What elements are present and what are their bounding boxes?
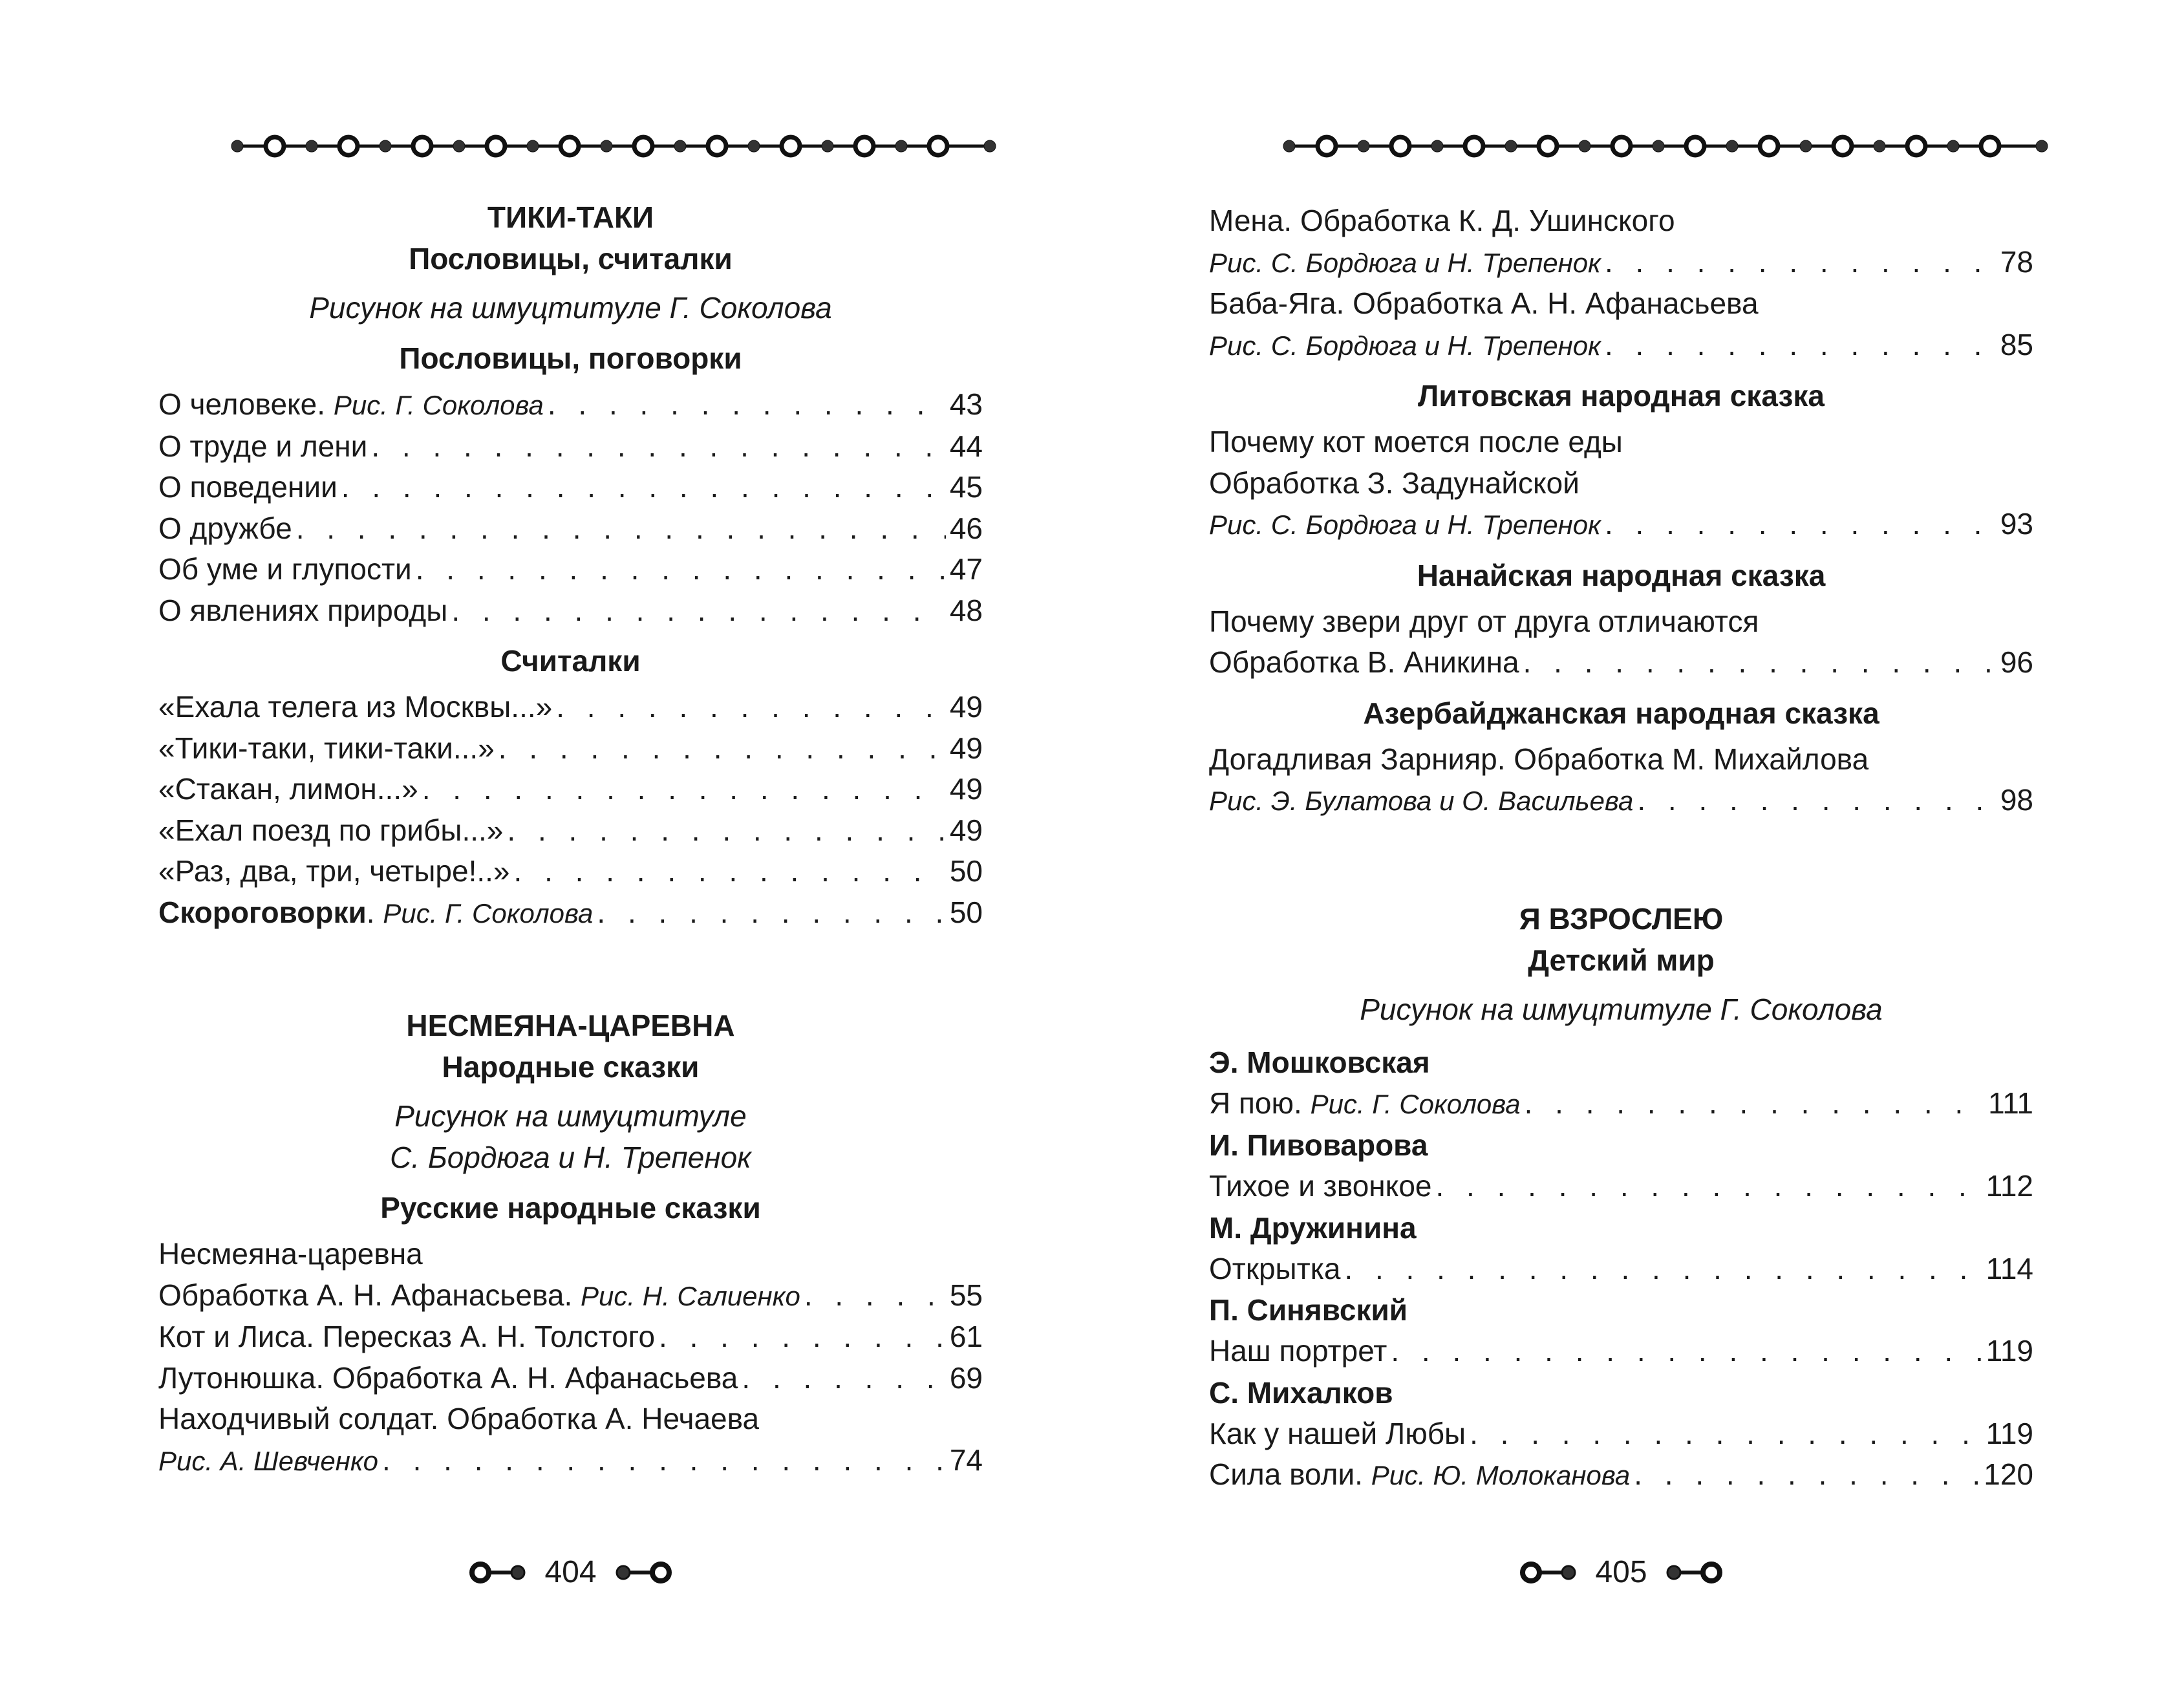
illustrator-credit: Рис. Г. Соколова	[1310, 1088, 1521, 1119]
chain-ornament-top-left	[230, 134, 999, 158]
toc-entry[interactable]	[1209, 325, 2033, 367]
page-ref: 50	[949, 895, 983, 929]
section-title: ТИКИ-ТАКИ	[487, 200, 654, 234]
page-ref: 49	[949, 731, 983, 765]
page-ref: 120	[1984, 1457, 2033, 1491]
page-ref: 49	[949, 772, 983, 806]
chain-ornament-top-right	[1281, 134, 2051, 158]
author-name: П. Синявский	[1209, 1293, 1408, 1327]
page-ref: 44	[949, 429, 983, 463]
page-ref: 85	[2000, 327, 2033, 361]
toc-entry[interactable]	[158, 1440, 983, 1482]
toc-entry[interactable]: «Стакан, лимон...» . . . 49	[158, 769, 983, 810]
page-ref: 47	[949, 552, 983, 586]
toc-entry[interactable]: «Раз, два, три, четыре!..» . . . 50	[158, 851, 983, 892]
illustrator-credit: Рис. Г. Соколова	[383, 897, 594, 929]
page-number-footer	[1209, 1552, 2033, 1592]
page-ref: 96	[2000, 645, 2033, 679]
section-subtitle: Детский мир	[1528, 943, 1715, 977]
illustrator-credit: Рис. Ю. Молоканова	[1371, 1460, 1631, 1490]
toc-entry[interactable]: Тихое и звонкое . . . 112	[1209, 1166, 2033, 1207]
author-name: С. Михалков	[1209, 1375, 1393, 1410]
toc-entry[interactable]: Об уме и глупости . . . 47	[158, 549, 983, 590]
toc-entry-title[interactable]: Почему кот моется после еды	[1209, 425, 1623, 458]
toc-entry-title[interactable]: Находчивый солдат. Обработка А. Нечаева	[158, 1402, 760, 1435]
toc-entry[interactable]: О явлениях природы . . . 48	[158, 590, 983, 632]
group-heading: Азербайджанская народная сказка	[1363, 696, 1879, 730]
page-ref: 119	[1986, 1416, 2033, 1450]
illustrator-credit: Рис. Э. Булатова и О. Васильева	[1209, 786, 1634, 816]
toc-entry[interactable]: Обработка В. Аникина . . . 96	[1209, 642, 2033, 683]
toc-entry[interactable]: «Тики-таки, тики-таки...» . . . 49	[158, 728, 983, 769]
toc-entry[interactable]: Обработка А. Н. Афанасьева. Рис. Н. Салиенко . . . 55	[158, 1275, 983, 1317]
shmuctitle-credit: Рисунок на шмуцтитуле Г. Соколова	[309, 291, 832, 325]
toc-entry[interactable]	[1209, 780, 2033, 822]
page-number: 404	[544, 1555, 597, 1590]
shmuctitle-credit: Рисунок на шмуцтитуле Г. Соколова	[1360, 992, 1883, 1026]
toc-entry-title[interactable]: Догадливая Зарнияр. Обработка М. Михайлова	[1209, 742, 1869, 776]
toc-entry[interactable]: Сила воли. Рис. Ю. Молоканова . . . 120	[1209, 1454, 2033, 1496]
toc-entry-title[interactable]: Баба-Яга. Обработка А. Н. Афанасьева	[1209, 286, 1759, 320]
author-name: М. Дружинина	[1209, 1210, 1417, 1245]
page-ref: 119	[1986, 1334, 2033, 1368]
toc-entry[interactable]	[1209, 242, 2033, 284]
section-subtitle: Пословицы, считалки	[409, 242, 733, 275]
page-ref: 69	[949, 1360, 983, 1395]
chain-end-left-icon	[467, 1560, 527, 1585]
page-ref: 55	[949, 1278, 983, 1312]
page-number: 405	[1595, 1555, 1647, 1590]
page-ref: 49	[949, 690, 983, 724]
section-tiki-taki	[158, 197, 983, 1481]
toc-entry[interactable]: Открытка . . . 114	[1209, 1249, 2033, 1290]
toc-entry[interactable]: О человеке. Рис. Г. Соколова . . . 43	[158, 384, 983, 426]
toc-entry[interactable]: О дружбе . . . 46	[158, 508, 983, 550]
page-ref: 50	[949, 854, 983, 888]
page-ref: 93	[2000, 507, 2033, 541]
chain-end-left-icon	[1518, 1560, 1578, 1585]
chain-end-right-icon	[1665, 1560, 1724, 1585]
toc-entry[interactable]: Как у нашей Любы . . . 119	[1209, 1413, 2033, 1455]
chain-end-right-icon	[614, 1560, 674, 1585]
page-ref: 114	[1986, 1251, 2033, 1285]
toc-entry[interactable]	[1209, 504, 2033, 546]
toc-entry[interactable]: «Ехала телега из Москвы...» . . . 49	[158, 687, 983, 728]
group-heading: Считалки	[500, 644, 641, 678]
illustrator-credit: Рис. С. Бордюга и Н. Трепенок	[1209, 247, 1601, 278]
illustrator-credit: Рис. А. Шевченко	[158, 1445, 379, 1476]
page-ref: 112	[1986, 1169, 2033, 1203]
toc-entry-title[interactable]: Мена. Обработка К. Д. Ушинского	[1209, 204, 1675, 237]
page-ref: 49	[949, 813, 983, 847]
page-ref: 111	[1988, 1086, 2033, 1120]
shmuctitle-credit: С. Бордюга и Н. Трепенок	[390, 1141, 751, 1174]
group-heading: Русские народные сказки	[380, 1191, 761, 1225]
page-ref: 78	[2000, 244, 2033, 279]
section-subtitle: Народные сказки	[442, 1050, 700, 1084]
author-name: Э. Мошковская	[1209, 1045, 1430, 1079]
shmuctitle-credit: Рисунок на шмуцтитуле	[394, 1099, 747, 1133]
section-title: Я ВЗРОСЛЕЮ	[1519, 901, 1724, 936]
author-name: И. Пивоварова	[1209, 1128, 1428, 1162]
toc-entry[interactable]: Лутонюшка. Обработка А. Н. Афанасьева . . . 69	[158, 1358, 983, 1399]
toc-entry[interactable]: «Ехал поезд по грибы...» . . . 49	[158, 810, 983, 852]
toc-entry-title[interactable]: Почему звери друг от друга отличаются	[1209, 604, 1759, 638]
page-ref: 98	[2000, 783, 2033, 817]
toc-entry[interactable]: Я пою. Рис. Г. Соколова . . . 111	[1209, 1083, 2033, 1125]
toc-entry[interactable]: О труде и лени . . . 44	[158, 426, 983, 467]
illustrator-credit: Рис. Г. Соколова	[333, 390, 544, 420]
page-ref: 43	[949, 387, 983, 421]
toc-entry-title[interactable]: Обработка З. Задунайской	[1209, 466, 1579, 500]
group-heading: Нанайская народная сказка	[1417, 558, 1826, 592]
illustrator-credit: Рис. С. Бордюга и Н. Трепенок	[1209, 330, 1601, 361]
group-heading: Пословицы, поговорки	[399, 341, 742, 375]
page-number-footer	[158, 1552, 983, 1592]
section-title: НЕСМЕЯНА-ЦАРЕВНА	[406, 1009, 735, 1042]
toc-entry[interactable]: Кот и Лиса. Пересказ А. Н. Толстого . . . 61	[158, 1316, 983, 1358]
page-ref: 61	[949, 1320, 983, 1353]
page-ref: 74	[949, 1443, 983, 1477]
right-content	[1209, 200, 2033, 1496]
page-ref: 45	[949, 470, 983, 504]
illustrator-credit: Рис. С. Бордюга и Н. Трепенок	[1209, 510, 1601, 540]
toc-entry[interactable]: О поведении . . . 45	[158, 467, 983, 508]
toc-entry[interactable]: Наш портрет . . . 119	[1209, 1331, 2033, 1372]
illustrator-credit: Рис. Н. Салиенко	[581, 1280, 800, 1311]
toc-entry-title[interactable]: Несмеяна-царевна	[158, 1237, 423, 1271]
page-ref: 48	[949, 593, 983, 627]
toc-entry-skorogovorki[interactable]: Скороговорки. Рис. Г. Соколова . . . 50	[158, 892, 983, 934]
group-heading: Литовская народная сказка	[1418, 379, 1825, 413]
page-ref: 46	[949, 511, 983, 545]
